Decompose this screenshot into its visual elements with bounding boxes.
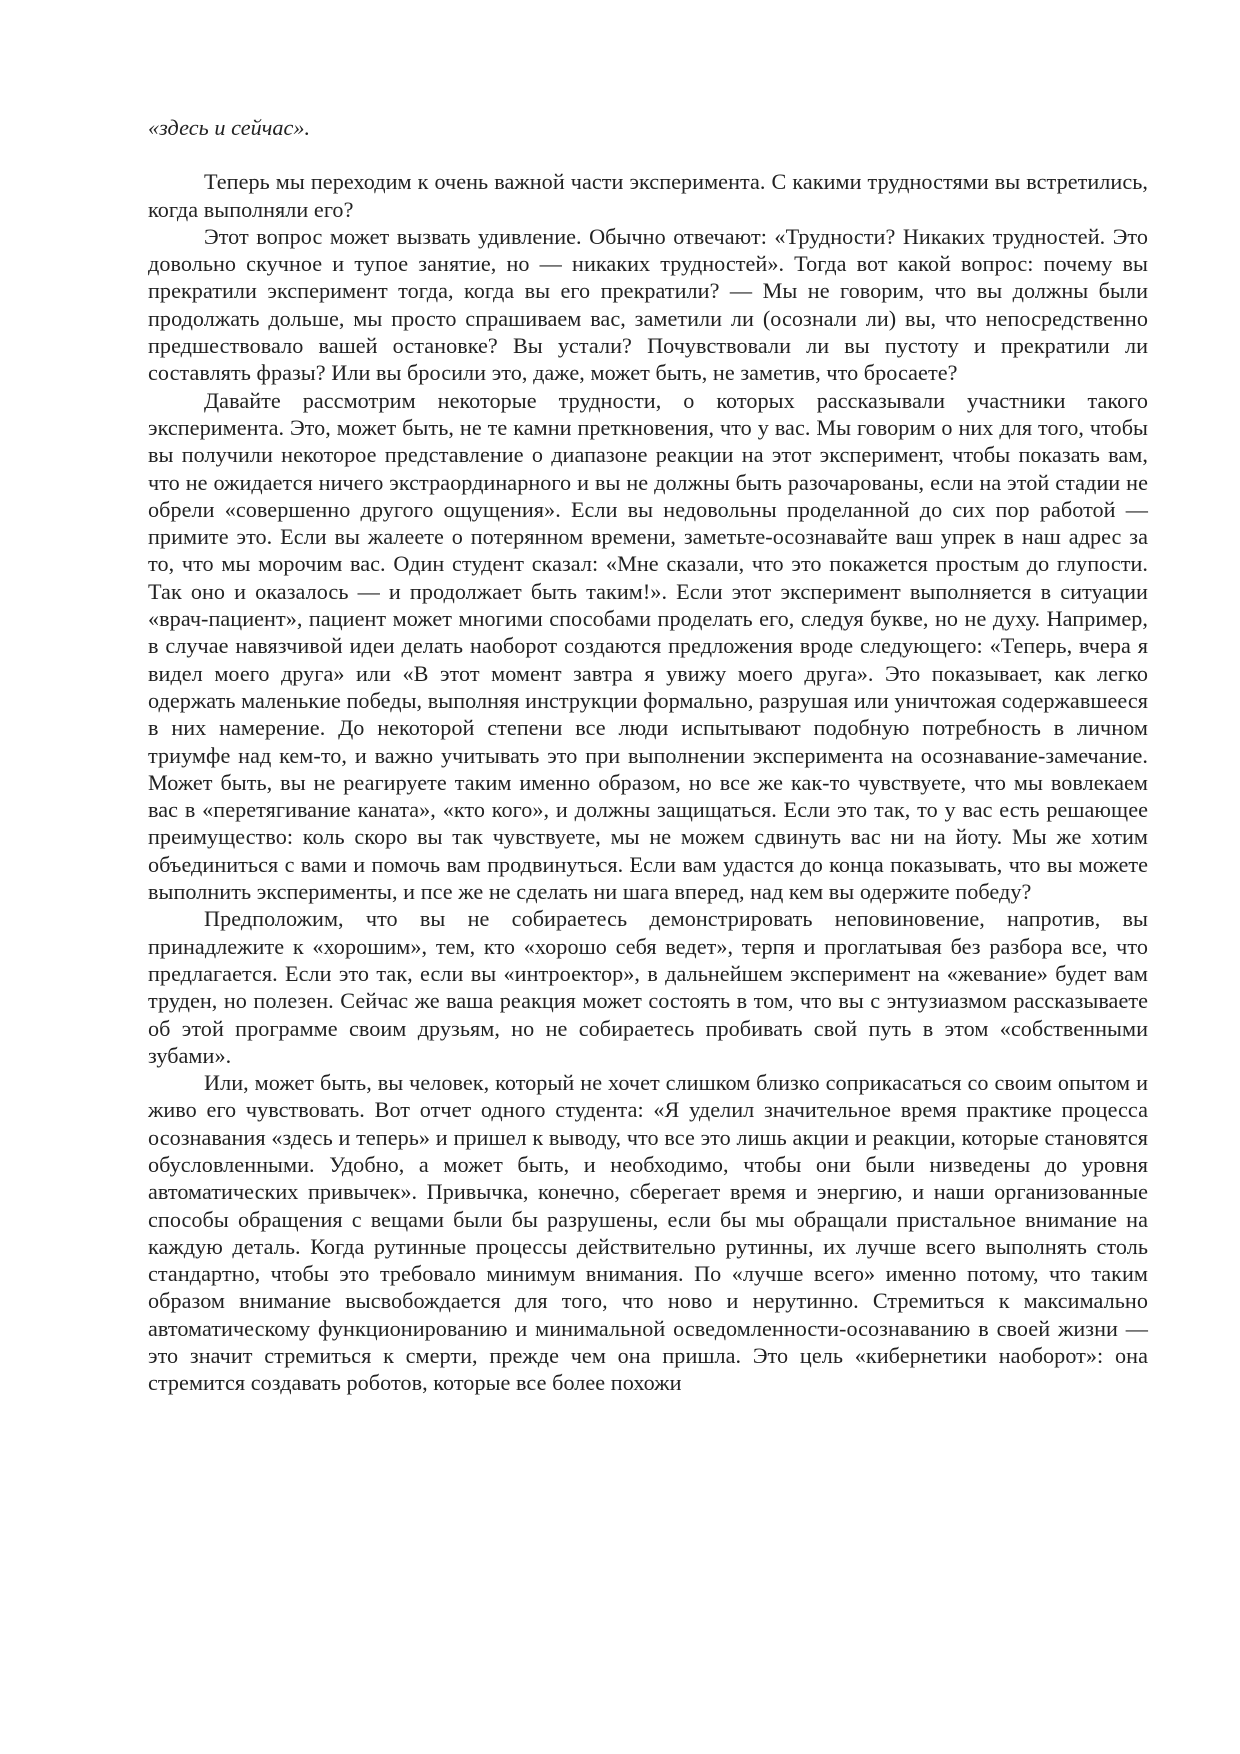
paragraph-1: Теперь мы переходим к очень важной части эксперимента. С какими трудностями вы встретились, когда выполняли его? — [148, 169, 1148, 222]
lead-quote: «здесь и сейчас». — [148, 115, 311, 140]
paragraph-4: Предположим, что вы не собираетесь демонстрировать неповиновение, напротив, вы принадлежите к «хорошим», тем, кто «хорошо себя ведет», терпя и проглатывая без разбора все, что предлагается. Если это так, если вы «интроектор», в дальнейшем эксперимент на «жевание» будет вам труден, но полезен. Сейчас же ваша реакция может состоять в том, что вы с энтузиазмом рассказываете об этой программе своим друзьям, но не собираетесь пробивать свой путь в этом «собственными зубами». — [148, 906, 1148, 1068]
document-page — [148, 114, 1148, 1397]
paragraph-2: Этот вопрос может вызвать удивление. Обычно отвечают: «Трудности? Никаких трудностей. Это довольно скучное и тупое занятие, но — никаких трудностей». Тогда вот какой вопрос: почему вы прекратили эксперимент тогда, когда вы его прекратили? — Мы не говорим, что вы должны были продолжать дольше, мы просто спрашиваем вас, заметили ли (осознали ли) вы, что непосредственно предшествовало вашей остановке? Вы устали? Почувствовали ли вы пустоту и прекратили ли составлять фразы? Или вы бросили это, даже, может быть, не заметив, что бросаете? — [148, 223, 1148, 386]
paragraph-5: Или, может быть, вы человек, который не хочет слишком близко соприкасаться со своим опытом и живо его чувствовать. Вот отчет одного студента: «Я уделил значительное время практике процесса осознавания «здесь и теперь» и пришел к выводу, что все это лишь акции и реакции, которые становятся обусловленными. Удобно, а может быть, и необходимо, чтобы они были низведены до уровня автоматических привычек». Привычка, конечно, сберегает время и энергию, и наши организованные способы обращения с вещами были бы разрушены, если бы мы обращали пристальное внимание на каждую деталь. Когда рутинные процессы действительно рутинны, их лучше всего выполнять столь стандартно, чтобы это требовало минимум внимания. По «лучше всего» именно потому, что таким образом внимание высвобождается для того, что ново и нерутинно. Стремиться к максимально автоматическому функционированию и минимальной осведомленности-осознаванию в своей жизни — это значит стремиться к смерти, прежде чем она пришла. Это цель «кибернетики наоборот»: она стремится создавать роботов, которые все более похожи — [148, 1070, 1148, 1396]
paragraph-3: Давайте рассмотрим некоторые трудности, о которых рассказывали участники такого эксперимента. Это, может быть, не те камни преткновения, что у вас. Мы говорим о них для того, чтобы вы получили некоторое представление о диапазоне реакции на этот эксперимент, чтобы показать вам, что не ожидается ничего экстраординарного и вы не должны быть разочарованы, если на этой стадии не обрели «совершенно другого ощущения». Если вы недовольны проделанной до сих пор работой — примите это. Если вы жалеете о потерянном времени, заметьте-осознавайте ваш упрек в наш адрес за то, что мы морочим вас. Один студент сказал: «Мне сказали, что это покажется простым до глупости. Так оно и оказалось — и продолжает быть таким!». Если этот эксперимент выполняется в ситуации «врач-пациент», пациент может многими способами проделать его, следуя букве, но не духу. Например, в случае навязчивой идеи делать наоборот создаются предложения вроде следующего: «Теперь, вчера я видел моего друга» или «В этот момент завтра я увижу моего друга». Это показывает, как легко одержать маленькие победы, выполняя инструкции формально, разрушая или уничтожая содержавшееся в них намерение. До некоторой степени все люди испытывают подобную потребность в личном триумфе над кем-то, и важно учитывать это при выполнении эксперимента на осознавание-замечание. Может быть, вы не реагируете таким именно образом, но все же как-то чувствуете, что мы вовлекаем вас в «перетягивание каната», «кто кого», и должны защищаться. Если это так, то у вас есть решающее преимущество: коль скоро вы так чувствуете, мы не можем сдвинуть вас ни на йоту. Мы же хотим объединиться с вами и помочь вам продвинуться. Если вам удастся до конца показывать, что вы можете выполнить эксперименты, и псе же не сделать ни шага вперед, над кем вы одержите победу? — [148, 387, 1148, 905]
